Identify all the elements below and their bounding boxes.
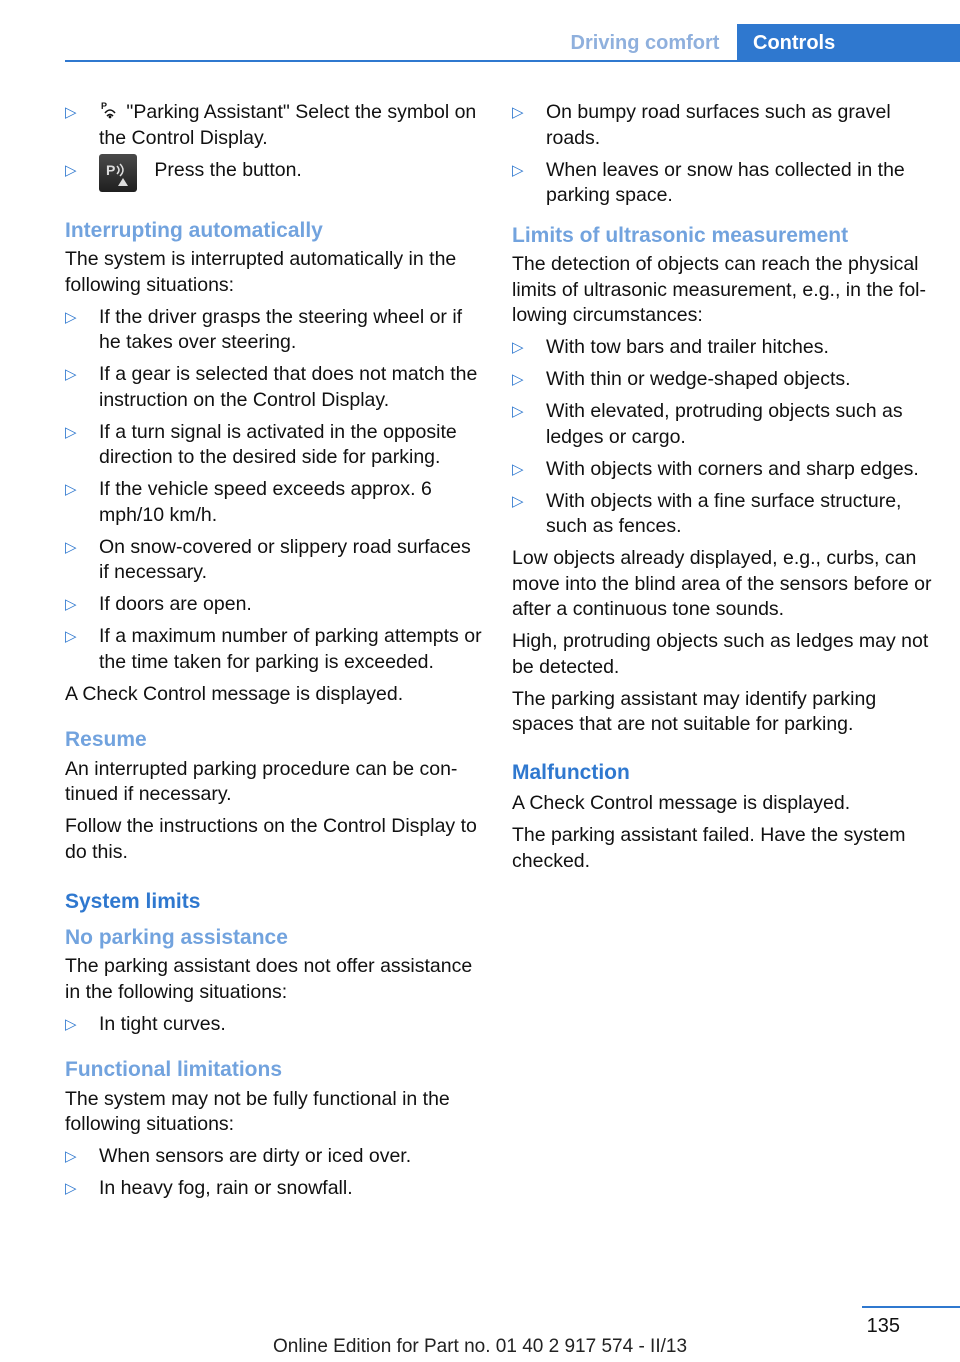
top-list — [512, 100, 932, 209]
parking-assistant-button-icon — [99, 154, 137, 192]
footer-edition — [0, 1336, 960, 1358]
list-item-text: With objects with corners and sharp edges. — [546, 457, 919, 480]
list-item-text: "Parking Assistant" Select the symbol on the Control Display. — [99, 101, 477, 149]
triangle-right-icon: ▷ — [65, 160, 77, 179]
paragraph: Follow the instructions on the Control Display to do this. — [65, 815, 477, 863]
list-item — [512, 399, 932, 450]
list-item — [65, 158, 485, 198]
heading-no-assistance: No parking assistance — [65, 925, 288, 949]
paragraph: The system may not be fully functional in the following situations: — [65, 1087, 450, 1135]
list-item-text: If a turn signal is activated in the opposite direction to the desired side for parking. — [99, 420, 457, 468]
list-item — [512, 335, 932, 361]
list-item — [65, 305, 485, 356]
heading-interrupting: Interrupting automatically — [65, 218, 323, 242]
list-item — [65, 1176, 485, 1202]
paragraph: The system is interrupted automatically in the following situations: — [65, 248, 457, 296]
list-item-text: On snow-covered or slippery road surfaces if necessary. — [99, 535, 471, 583]
triangle-right-icon: ▷ — [512, 402, 524, 420]
page-number: 135 — [866, 1315, 900, 1337]
list-item — [512, 367, 932, 393]
paragraph: An interrupted parking procedure can be con‐tinued if necessary. — [65, 757, 458, 805]
triangle-right-icon: ▷ — [65, 627, 77, 645]
triangle-right-icon: ▷ — [512, 459, 524, 478]
footer-edition-text: Online Edition for Part no. 01 40 2 917 574 - II/13 — [272, 1336, 688, 1357]
triangle-right-icon: ▷ — [512, 160, 524, 179]
list-item-text: In heavy fog, rain or snowfall. — [99, 1177, 353, 1199]
list-item-text: When leaves or snow has collected in the parking space. — [546, 158, 905, 206]
list-item-text: If doors are open. — [99, 593, 252, 615]
page-number-rule — [862, 1306, 960, 1308]
list-item-text: With thin or wedge-shaped objects. — [546, 368, 851, 390]
triangle-right-icon: ▷ — [65, 595, 77, 613]
list-item — [65, 477, 485, 528]
triangle-right-icon: ▷ — [65, 1147, 77, 1165]
list-item — [65, 535, 485, 586]
list-item-text: With objects with a fine surface structure, such as fences. — [546, 489, 902, 537]
triangle-right-icon: ▷ — [65, 103, 77, 121]
list-item — [65, 362, 485, 413]
list-item — [65, 420, 485, 471]
svg-text:P: P — [106, 161, 116, 178]
heading-malfunction: Malfunction — [512, 760, 630, 784]
heading-resume: Resume — [65, 728, 147, 751]
list-item-text: In tight curves. — [99, 1012, 226, 1035]
paragraph: Low objects already displayed, e.g., curbs, can move into the blind area of the sensors before or after a continuous tone sounds. — [512, 547, 932, 620]
list-item — [65, 624, 485, 675]
parking-assistant-icon — [99, 100, 121, 120]
right-column — [512, 100, 932, 881]
list-item-text: If a maximum number of parking attempts or the time taken for parking is exceeded. — [99, 625, 482, 673]
triangle-right-icon: ▷ — [512, 491, 524, 510]
list-item — [65, 100, 485, 151]
triangle-right-icon: ▷ — [512, 103, 524, 121]
triangle-right-icon: ▷ — [65, 537, 77, 556]
triangle-right-icon: ▷ — [65, 365, 77, 383]
noassist-list — [65, 1012, 485, 1038]
triangle-right-icon: ▷ — [65, 1014, 77, 1033]
paragraph: A Check Control message is displayed. — [65, 682, 404, 705]
paragraph: The parking assistant does not offer assistance in the following situations: — [65, 955, 473, 1003]
heading-ultrasonic-limits: Limits of ultrasonic measurement — [512, 223, 849, 247]
functional-list — [65, 1144, 485, 1202]
list-item — [512, 489, 932, 540]
list-item — [65, 1144, 485, 1170]
list-item — [512, 457, 932, 483]
triangle-right-icon: ▷ — [65, 307, 77, 326]
header-chapter-tab: Controls — [737, 24, 960, 62]
left-column — [65, 100, 485, 1208]
heading-system-limits: System limits — [65, 890, 201, 913]
list-item — [65, 1012, 485, 1038]
paragraph: A Check Control message is displayed. — [512, 792, 851, 814]
list-item-text: If the vehicle speed exceeds approx. 6 mph/10 km/h. — [99, 478, 432, 526]
list-item-text: With elevated, protruding objects such as ledges or cargo. — [546, 400, 903, 448]
list-item-text: On bumpy road surfaces such as gravel roads. — [546, 101, 891, 149]
paragraph: The parking assistant may identify parking spaces that are not suitable for parking. — [512, 687, 877, 735]
paragraph: High, protruding objects such as ledges may not be detected. — [512, 630, 929, 678]
interrupt-list — [65, 305, 485, 676]
list-item — [512, 100, 932, 151]
list-item — [512, 158, 932, 209]
header-section-title: Driving comfort — [570, 31, 720, 54]
triangle-right-icon: ▷ — [65, 422, 77, 441]
svg-text:P: P — [101, 101, 108, 111]
heading-functional-limitations: Functional limitations — [65, 1058, 283, 1081]
paragraph: The parking assistant failed. Have the system checked. — [512, 824, 906, 872]
list-item-text: Press the button. — [154, 158, 302, 181]
list-item-text: With tow bars and trailer hitches. — [546, 336, 829, 358]
triangle-right-icon: ▷ — [512, 370, 524, 388]
list-item-text: If a gear is selected that does not match the instruction on the Control Display. — [99, 363, 478, 411]
list-item-text: When sensors are dirty or iced over. — [99, 1145, 412, 1167]
list-item-text: If the driver grasps the steering wheel or if he takes over steering. — [99, 305, 463, 353]
triangle-right-icon: ▷ — [512, 338, 524, 356]
triangle-right-icon: ▷ — [65, 480, 77, 498]
paragraph: The detection of objects can reach the physical limits of ultrasonic measurement, e.g., in the fol‐lowing circumstances: — [512, 253, 927, 326]
list-item — [65, 592, 485, 618]
triangle-right-icon: ▷ — [65, 1179, 77, 1197]
ultra-list — [512, 335, 932, 540]
header-rule — [65, 60, 960, 62]
